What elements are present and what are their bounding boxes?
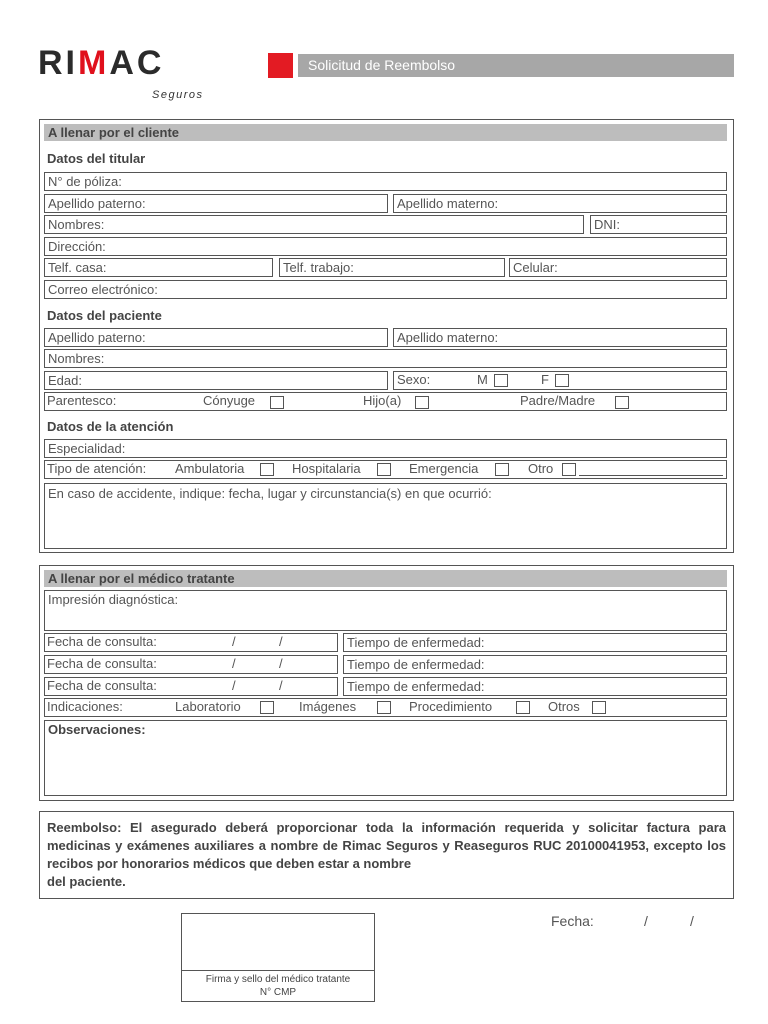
sexo-f-checkbox[interactable] — [555, 374, 569, 387]
fecha-slash-3a: / — [232, 678, 236, 693]
observaciones-field[interactable] — [44, 720, 727, 796]
fecha-slash-1a: / — [232, 634, 236, 649]
ambulatoria-label: Ambulatoria — [175, 461, 245, 476]
fecha-slash-1b: / — [279, 634, 283, 649]
hospitalaria-checkbox[interactable] — [377, 463, 391, 476]
imagenes-checkbox[interactable] — [377, 701, 391, 714]
hijo-label: Hijo(a) — [363, 393, 402, 408]
dni-field[interactable]: DNI: — [590, 215, 727, 234]
doctor-section-heading: A llenar por el médico tratante — [44, 570, 727, 587]
fecha-consulta-label-2: Fecha de consulta: — [47, 656, 157, 671]
ambulatoria-checkbox[interactable] — [260, 463, 274, 476]
rimac-logo: RIMAC — [38, 44, 165, 82]
padre-madre-label: Padre/Madre — [520, 393, 596, 408]
reembolso-note-text-last: del paciente. — [47, 874, 126, 889]
tipo-atencion-label: Tipo de atención: — [47, 461, 147, 476]
title-accent-square — [268, 53, 293, 78]
logo-subtitle: Seguros — [152, 89, 204, 101]
hijo-checkbox[interactable] — [415, 396, 429, 409]
fecha-slash-2b: / — [279, 656, 283, 671]
paciente-nombres-field[interactable]: Nombres: — [44, 349, 727, 368]
reembolso-note-text: Reembolso: El asegurado deberá proporcionar toda la información requerida y solicitar factura para medicinas y exámenes auxiliares a nombre de Rimac Seguros y Reaseguros RUC 20100041953, excepto los recibos por honorarios médicos que deben estar a nombre — [47, 820, 726, 871]
accidente-label: En caso de accidente, indique: fecha, lugar y circunstancia(s) en que ocurrió: — [48, 486, 492, 501]
titular-nombres-field[interactable]: Nombres: — [44, 215, 584, 234]
otros-checkbox[interactable] — [592, 701, 606, 714]
conyuge-label: Cónyuge — [203, 393, 256, 408]
telf-casa-field[interactable]: Telf. casa: — [44, 258, 273, 277]
padre-madre-checkbox[interactable] — [615, 396, 629, 409]
tiempo-enfermedad-field-3[interactable]: Tiempo de enfermedad: — [343, 677, 727, 696]
paciente-apellido-paterno-field[interactable]: Apellido paterno: — [44, 328, 388, 347]
titular-apellido-materno-field[interactable]: Apellido materno: — [393, 194, 727, 213]
signature-divider — [181, 970, 375, 971]
form-title: Solicitud de Reembolso — [298, 54, 734, 77]
direccion-field[interactable]: Dirección: — [44, 237, 727, 256]
poliza-field[interactable]: N° de póliza: — [44, 172, 727, 191]
sexo-f-label: F — [541, 372, 549, 387]
paciente-apellido-materno-field[interactable]: Apellido materno: — [393, 328, 727, 347]
otro-label: Otro — [528, 461, 554, 476]
accidente-field[interactable] — [44, 483, 727, 549]
otros-label: Otros — [548, 699, 580, 714]
imagenes-label: Imágenes — [299, 699, 357, 714]
titular-heading: Datos del titular — [47, 151, 146, 166]
procedimiento-checkbox[interactable] — [516, 701, 530, 714]
procedimiento-label: Procedimiento — [409, 699, 493, 714]
tiempo-enfermedad-field-1[interactable]: Tiempo de enfermedad: — [343, 633, 727, 652]
parentesco-label: Parentesco: — [47, 393, 117, 408]
tiempo-enfermedad-field-2[interactable]: Tiempo de enfermedad: — [343, 655, 727, 674]
impresion-label: Impresión diagnóstica: — [48, 592, 179, 607]
fecha-consulta-label-1: Fecha de consulta: — [47, 634, 157, 649]
sexo-m-checkbox[interactable] — [494, 374, 508, 387]
conyuge-checkbox[interactable] — [270, 396, 284, 409]
laboratorio-label: Laboratorio — [175, 699, 241, 714]
sexo-label: Sexo: — [397, 372, 431, 387]
observaciones-label: Observaciones: — [48, 722, 146, 737]
emergencia-label: Emergencia — [409, 461, 479, 476]
signature-caption — [181, 973, 375, 999]
fecha-label: Fecha: — [551, 913, 594, 929]
signature-caption-line-1: Firma y sello del médico tratante — [205, 974, 351, 985]
correo-field[interactable]: Correo electrónico: — [44, 280, 727, 299]
hospitalaria-label: Hospitalaria — [292, 461, 361, 476]
reembolso-note — [39, 811, 734, 899]
fecha-slash-b: / — [690, 913, 694, 929]
fecha-slash-3b: / — [279, 678, 283, 693]
indicaciones-label: Indicaciones: — [47, 699, 123, 714]
sexo-m-label: M — [477, 372, 488, 387]
client-section-heading: A llenar por el cliente — [44, 124, 727, 141]
impresion-field[interactable] — [44, 590, 727, 631]
atencion-heading: Datos de la atención — [47, 419, 174, 434]
fecha-consulta-label-3: Fecha de consulta: — [47, 678, 157, 693]
laboratorio-checkbox[interactable] — [260, 701, 274, 714]
especialidad-field[interactable]: Especialidad: — [44, 439, 727, 458]
edad-field[interactable]: Edad: — [44, 371, 388, 390]
otro-specify-line[interactable] — [579, 475, 723, 476]
titular-apellido-paterno-field[interactable]: Apellido paterno: — [44, 194, 388, 213]
otro-checkbox[interactable] — [562, 463, 576, 476]
paciente-heading: Datos del paciente — [47, 308, 162, 323]
telf-trabajo-field[interactable]: Telf. trabajo: — [279, 258, 505, 277]
celular-field[interactable]: Celular: — [509, 258, 727, 277]
fecha-slash-a: / — [644, 913, 648, 929]
emergencia-checkbox[interactable] — [495, 463, 509, 476]
fecha-slash-2a: / — [232, 656, 236, 671]
signature-caption-line-2: N° CMP — [259, 987, 297, 998]
